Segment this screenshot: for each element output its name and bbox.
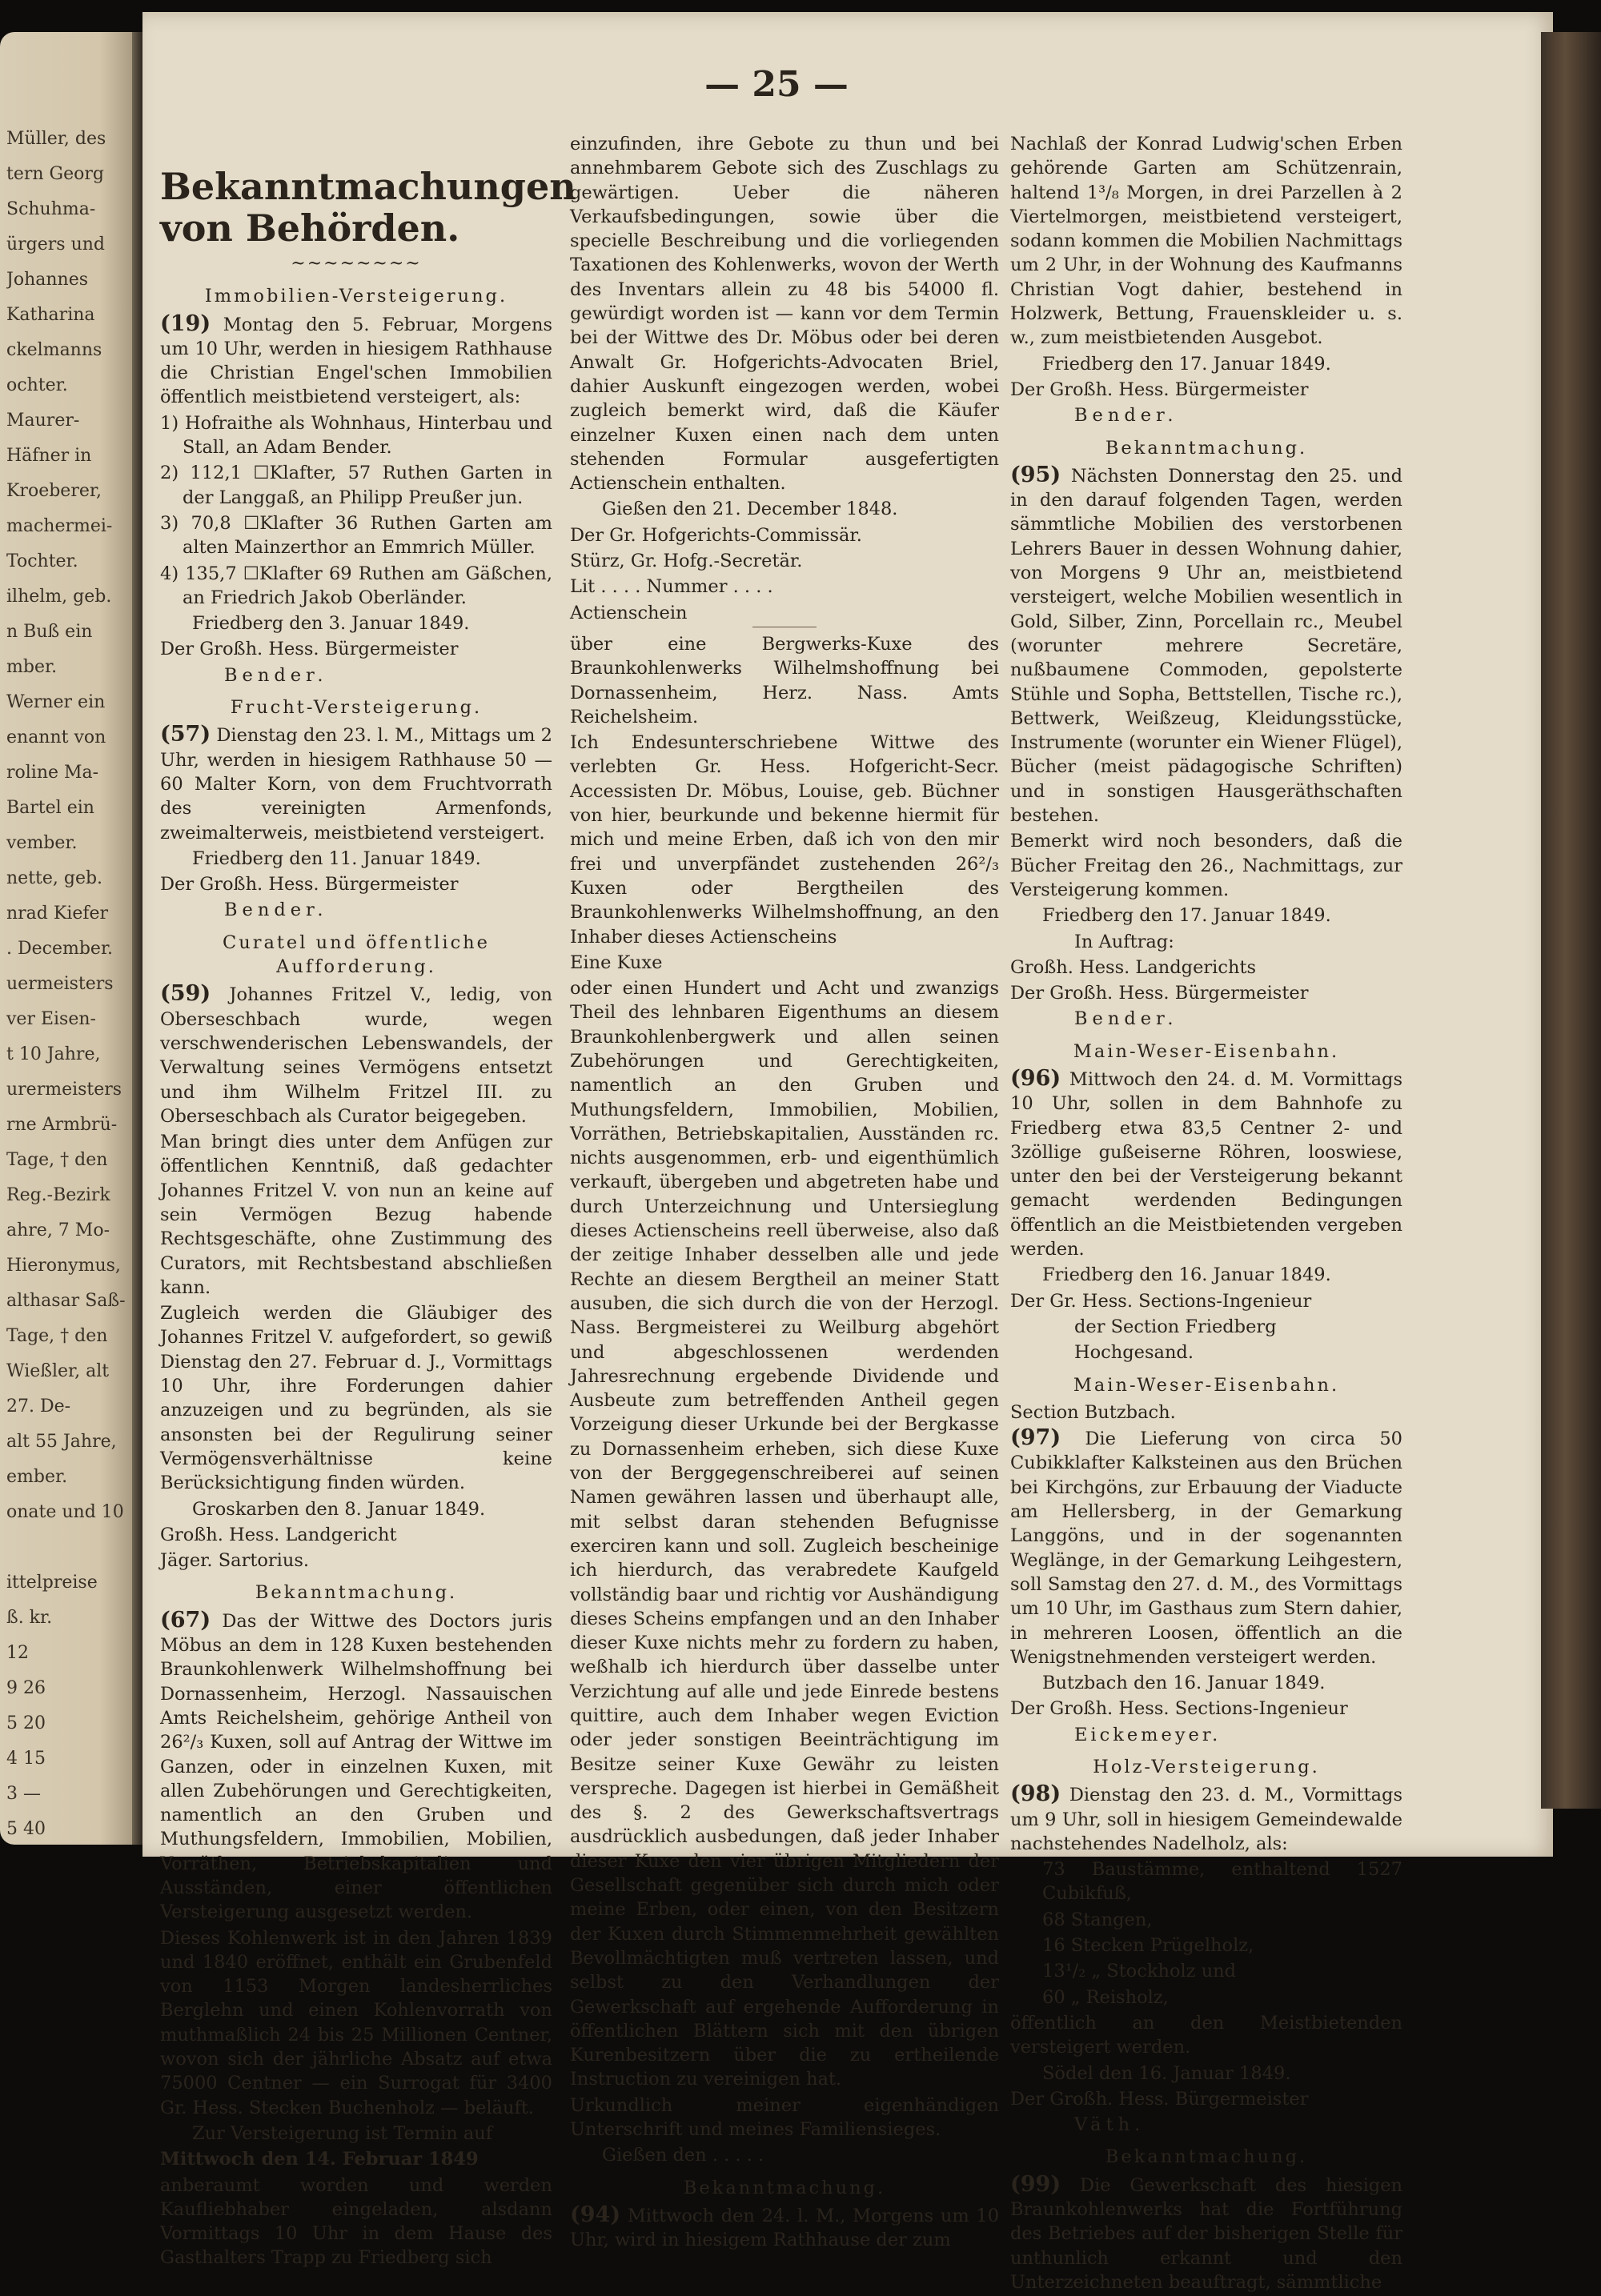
- place-date: Friedberg den 17. Januar 1849.: [1042, 905, 1331, 927]
- section-heading: Bekanntmachung.: [1105, 2146, 1308, 2168]
- paragraph: Dieses Kohlenwerk ist in den Jahren 1839 und 1840 eröffnet, enthält ein Grubenfeld von 1153 Morgen landesherrliches Berglehn und einen Kohlenvorrath von muthmaßlich 24 bis 25 Millionen Centner, wovon sich der jährliche Absatz auf etwa 75000 Centner — ein Surrogat für 3400 Gr. Hess. Stecken Buchenholz — beläuft.: [160, 1927, 552, 2118]
- column-1: [160, 156, 576, 2272]
- column-2: [570, 132, 999, 2254]
- notice-57: (57) Dienstag den 23. l. M., Mittags um 2 Uhr, werden in hiesigem Rathhause 50 — 60 Malter Korn, von dem Fruchtvorrath des vereinigten Armenfonds, zweimalterweis, meistbietend versteigert.: [160, 722, 552, 843]
- left-page-text-fragment: machermei-: [6, 516, 113, 536]
- notice-number: (59): [160, 981, 211, 1007]
- main-heading: Bekanntmachungen von Behörden.: [160, 165, 576, 250]
- place-date: Södel den 16. Januar 1849.: [1042, 2062, 1291, 2084]
- list-item: 3) 70,8 ☐Klafter 36 Ruthen Garten am alten Mainzerthor an Emmrich Müller.: [160, 512, 552, 559]
- left-page-text-fragment: mber.: [6, 657, 58, 677]
- left-page-text-fragment: vember.: [6, 833, 78, 853]
- page-number: — 25 —: [704, 64, 849, 105]
- ornament: ~~~~~~~~: [291, 254, 422, 274]
- notice-number: (95): [1010, 462, 1061, 487]
- notice-95: (95) Nächsten Donnerstag den 25. und in den darauf folgenden Tagen, werden sämmtliche Mobilien des verstorbenen Lehrers Bauer in dessen Wohnung dahier, von Morgens 9 Uhr an, meistbietend versteigert, welche Mobilien wesentlich in Gold, Silber, Zinn, Porcellain rc., Meubel (worunter mehrere Secretäre, nußbaumene Commoden, gepolsterte Stühle und Sopha, Bettstellen, Tische rc.), Bettwerk, Weißzeug, Kleidungsstücke, Instrumente (worunter ein Wiener Flügel), Bücher (meist pädagogische Schriften) und in sonstigen Hausgeräthschaften bestehen.: [1010, 462, 1402, 827]
- paragraph: öffentlich an den Meistbietenden versteigert werden.: [1010, 2012, 1402, 2058]
- paragraph: Zugleich werden die Gläubiger des Johannes Fritzel V. aufgefordert, so gewiß Dienstag den 27. Februar d. J., Vormittags 10 Uhr, ihre Forderungen dahier anzuzeigen und zu begründen, als sie ansonsten bei der Regulirung seiner Vermögensverhältnisse keine Berücksichtigung finden würden.: [160, 1303, 552, 1494]
- list-item: 68 Stangen,: [1042, 1909, 1153, 1930]
- signature: In Auftrag:: [1074, 931, 1174, 952]
- left-page-text-fragment: Tochter.: [6, 551, 78, 571]
- paragraph: anberaumt worden und werden Kaufliebhaber eingeladen, alsdann Vormittags 10 Uhr in dem Hause des Gasthalters Trapp zu Friedberg sich: [160, 2174, 552, 2269]
- signature: Der Gr. Hess. Sections-Ingenieur: [1010, 1290, 1312, 1312]
- signature-name: Jäger. Sartorius.: [160, 1550, 310, 1572]
- left-page-text-fragment: 27. De-: [6, 1396, 71, 1416]
- signature-name: Bender.: [224, 664, 328, 686]
- place-date: Friedberg den 3. Januar 1849.: [192, 613, 470, 635]
- wood-list: [1010, 1857, 1402, 2010]
- section-subheading: Section Butzbach.: [1010, 1401, 1176, 1423]
- paragraph: oder einen Hundert und Acht und zwanzigs Theil des lehnbaren Eigenthums an diesem Braunkohlenbergwerk und allen seinen Zubehörungen und Gerechtigkeiten, namentlich an den Gruben und Muthungsfeldern, Immobilien, Mobilien, Vorräthen, Betriebskapitalien, Ausständen rc. nichts ausgenommen, erb- und eigenthümlich verkauft, übergeben und abgetreten habe und durch Unterzeichnung und Untersieglung dieses Actienscheins reell überweise, also daß der zeitige Inhaber desselben alle und jede Rechte an diesem Bergtheil an meiner Statt ausuben, die sich durch die von der Herzogl. Nass. Bergmeisterei zu Weilburg abgehört und abgeschlossenen werdenden Jahresrechnung ergebende Dividende und Ausbeute zum betreffenden Antheil gegen Vorzeigung dieser Urkunde bei der Bergkasse zu Dornassenheim erheben, sich diese Kuxe von der Berggegenschreiberei auf seinen Namen gewähren lassen und überhaupt alle, mit selbst daran stehenden Befugnisse exerciren kann und soll. Zugleich bescheinige ich hierdurch, das verabredete Kaufgeld vollständig baar und richtig vor Aushändigung dieses Scheins empfangen und an den Inhaber dieser Kuxe nichts mehr zu fordern zu haben, weßhalb ich hierdurch über dasselbe unter Verzichtung auf alle und jede Einrede bestens quittire, auch dem Inhaber wegen Eviction oder jeder sonstigen Beeinträchtigung im Besitze seiner Kuxe Gewähr zu leisten verspreche. Dagegen ist hierbei in Gemäßheit des §. 2 des Gewerkschaftsvertrags ausdrücklich ausbedungen, daß jeder Inhaber dieser Kuxe den vier übrigen Mitgliedern der Gesellschaft gegenüber sich durch mich oder meine Erben, oder einen, von den Besitzern der Kuxen durch Stimmenmehrheit gewählten Bevollmächtigten muß vertreten lassen, und selbst zu den Verhandlungen der Gewerkschaft auf ergehende Aufforderung in öffentlichen Blättern sich mit den übrigen Kurenbesitzern über die zu ertheilende Instruction zu vereinigen hat.: [570, 978, 999, 2090]
- signature: Der Großh. Hess. Bürgermeister: [1010, 379, 1309, 400]
- left-page-text-fragment: n Buß ein: [6, 622, 93, 642]
- left-page-text-fragment: 4 15: [6, 1749, 46, 1769]
- signature-name: Hochgesand.: [1074, 1342, 1194, 1364]
- left-page-text-fragment: 5 40: [6, 1819, 46, 1839]
- left-page-text-fragment: rne Armbrü-: [6, 1115, 118, 1135]
- signature-name: Väth.: [1074, 2114, 1146, 2136]
- left-page-text-fragment: uermeisters: [6, 974, 114, 994]
- place-date: Butzbach den 16. Januar 1849.: [1042, 1673, 1326, 1694]
- left-page-text-fragment: ver Eisen-: [6, 1009, 96, 1029]
- notice-67: (67) Das der Wittwe des Doctors juris Möbus an dem in 128 Kuxen bestehenden Braunkohlenwerk Wilhelmshoffnung bei Dornassenheim, Herzogl. Nassauischen Amts Reichelsheim, gehörige Antheil von 26²/₃ Kuxen, soll auf Antrag der Wittwe im Ganzen, oder in einzelnen Kuxen, mit allen Zubehörungen und Gerechtigkeiten, namentlich an den Gruben und Muthungsfeldern, Immobilien, Mobilien, Vorräthen, Betriebskapitalien und Ausständen, einer öffentlichen Versteigerung ausgesetzt werden.: [160, 1607, 552, 1923]
- list-item: 16 Stecken Prügelholz,: [1042, 1935, 1254, 1957]
- lit-number: Lit . . . . Nummer . . . .: [570, 576, 773, 598]
- signature: Der Großh. Hess. Bürgermeister: [1010, 983, 1309, 1004]
- left-page-text-fragment: nrad Kiefer: [6, 904, 109, 924]
- signature: der Section Friedberg: [1074, 1316, 1277, 1337]
- auction-date: Mittwoch den 14. Februar 1849: [160, 2149, 479, 2170]
- section-heading: Frucht-Versteigerung.: [230, 697, 483, 719]
- left-page-text-fragment: ürgers und: [6, 234, 106, 254]
- notice-number: (67): [160, 1607, 211, 1633]
- notice-94: (94) Mittwoch den 24. l. M., Morgens um 10 Uhr, wird in hiesigem Rathhause der zum: [570, 2202, 1000, 2251]
- notice-number: (97): [1010, 1425, 1061, 1451]
- place-date: Friedberg den 17. Januar 1849.: [1042, 353, 1331, 375]
- notice-number: (99): [1010, 2171, 1061, 2197]
- paragraph: Man bringt dies unter dem Anfügen zur öffentlichen Kenntniß, daß gedachter Johannes Fritzel V. von nun an keine auf sein Vermögen Bezug habende Rechtsgeschäfte, ohne Zustimmung des Curators, mit Rechtsbestand abschließen kann.: [160, 1132, 552, 1298]
- list-item: 2) 112,1 ☐Klafter, 57 Ruthen Garten in der Langgaß, an Philipp Preußer jun.: [160, 463, 552, 508]
- left-page-fragment: [0, 32, 142, 1845]
- list-item: 13¹/₂ „ Stockholz und: [1042, 1961, 1237, 1982]
- left-page-text-fragment: Kroeberer,: [6, 481, 102, 501]
- column-3: [1010, 132, 1402, 2296]
- section-heading: Bekanntmachung.: [683, 2177, 886, 2198]
- left-page-text-fragment: enannt von: [6, 727, 106, 747]
- signature: Der Großh. Hess. Bürgermeister: [1010, 2088, 1309, 2110]
- left-page-text-fragment: tern Georg: [6, 164, 104, 184]
- left-page-text-fragment: ckelmanns: [6, 340, 102, 360]
- signature: Der Gr. Hofgerichts-Commissär.: [570, 524, 862, 546]
- paragraph: Ich Endesunterschriebene Wittwe des verlebten Gr. Hess. Hofgericht-Secr. Accessisten Dr. Möbus, Louise, geb. Büchner von hier, beurkunde und bekenne hiermit für mich und meine Erben, daß ich von den mir frei und unverpfändet zustehenden 26²/₃ Kuxen oder Bergtheilen des Braunkohlenwerks Wilhelmshoffnung, an den Inhaber dieses Actienscheins: [570, 732, 999, 948]
- signature-name: Stürz, Gr. Hofg.-Secretär.: [570, 551, 803, 572]
- left-page-text-fragment: Müller, des: [6, 129, 106, 149]
- left-page-text-fragment: 5 20: [6, 1713, 46, 1733]
- left-page-text-fragment: onate und 10: [6, 1502, 124, 1522]
- left-page-text-fragment: . December.: [6, 939, 114, 959]
- left-page-text-fragment: ittelpreise: [6, 1573, 98, 1593]
- notice-96: (96) Mittwoch den 24. d. M. Vormittags 10 Uhr, sollen in dem Bahnhofe zu Friedberg etwa 83,5 Centner 2- und 3zöllige gußeiserne Röhren, looswiese, unter den bei der Versteigerung bekannt gemacht werdenden Bedingungen öffentlich an die Meistbietenden vergeben werden.: [1010, 1065, 1402, 1260]
- left-page-text-fragment: Katharina: [6, 305, 95, 325]
- notice-number: (98): [1010, 1781, 1061, 1807]
- notice-number: (94): [570, 2202, 621, 2227]
- book-spine-edge: [1541, 32, 1601, 1809]
- signature-name: Bender.: [1074, 405, 1178, 427]
- notice-number: (57): [160, 722, 211, 747]
- paragraph: Urkundlich meiner eigenhändigen Unterschrift und meines Familiensieges.: [570, 2094, 999, 2141]
- signature: Großh. Hess. Landgerichts: [1010, 956, 1257, 978]
- list-item: 60 „ Reisholz,: [1042, 1986, 1169, 2008]
- left-page-text-fragment: Tage, † den: [6, 1150, 108, 1170]
- left-page-text-fragment: 3 —: [6, 1784, 41, 1804]
- left-page-text-fragment: Schuhma-: [6, 199, 96, 219]
- left-page-text-fragment: ember.: [6, 1467, 68, 1487]
- list-item: 73 Baustämme, enthaltend 1527 Cubikfuß,: [1042, 1859, 1402, 1905]
- left-page-text-fragment: urermeisters: [6, 1080, 122, 1100]
- notice-19: (19) Montag den 5. Februar, Morgens um 10 Uhr, werden in hiesigem Rathhause die Christian Engel'schen Immobilien öffentlich meistbietend versteigert, als:: [160, 311, 552, 408]
- section-heading: Bekanntmachung.: [255, 1582, 458, 1604]
- paragraph: Nachlaß der Konrad Ludwig'schen Erben gehörende Garten am Schützenrain, haltend 1³/₈ Morgen, in drei Parzellen à 2 Viertelmorgen, meistbietend versteigert, sodann kommen die Mobilien Nachmittags um 2 Uhr, in der Wohnung des Kaufmanns Christian Vogt dahier, bestehend in Holzwerk, Bettung, Frauenskleider u. s. w., zum meistbietenden Ausgebot.: [1010, 134, 1402, 349]
- left-page-text-fragment: ahre, 7 Mo-: [6, 1220, 110, 1240]
- left-page-text-fragment: Häfner in: [6, 446, 92, 466]
- left-page-text-fragment: ß. kr.: [6, 1608, 53, 1628]
- left-page-text-fragment: Reg.-Bezirk: [6, 1185, 110, 1205]
- left-page-text-fragment: Bartel ein: [6, 798, 94, 818]
- signature: Großh. Hess. Landgericht: [160, 1524, 397, 1545]
- paragraph: Zur Versteigerung ist Termin auf: [192, 2122, 493, 2144]
- left-page-text-fragment: Wießler, alt: [6, 1361, 110, 1381]
- kuxe-title: Eine Kuxe: [570, 952, 663, 973]
- left-page-text-fragment: althasar Saß-: [6, 1291, 126, 1311]
- property-list: [160, 411, 552, 610]
- left-page-text-fragment: 9 26: [6, 1678, 46, 1698]
- list-item: 1) Hofraithe als Wohnhaus, Hinterbau und Stall, an Adam Bender.: [160, 412, 552, 459]
- notice-number: (96): [1010, 1065, 1061, 1091]
- notice-99: (99) Die Gewerkschaft des hiesigen Braunkohlenwerks hat die Fortführung des Betriebes auf der bisherigen Stelle für unthunlich erkannt und den Unterzeichneten beauftragt, sämmtliche: [1010, 2171, 1402, 2293]
- section-heading: Main-Weser-Eisenbahn.: [1073, 1374, 1340, 1396]
- notice-98: (98) Dienstag den 23. d. M., Vormittags um 9 Uhr, soll in hiesigem Gemeindewalde nachstehendes Nadelholz, als:: [1010, 1781, 1403, 1854]
- section-heading: Main-Weser-Eisenbahn.: [1073, 1040, 1340, 1062]
- place-date: Friedberg den 16. Januar 1849.: [1042, 1264, 1331, 1286]
- place-date: Gießen den 21. December 1848.: [602, 499, 898, 520]
- left-page-text-fragment: Tage, † den: [6, 1326, 108, 1346]
- left-page-text-fragment: Werner ein: [6, 692, 106, 712]
- place-date: Gießen den . . . . .: [602, 2145, 764, 2166]
- paragraph: über eine Bergwerks-Kuxe des Braunkohlenwerks Wilhelmshoffnung bei Dornassenheim, Herz. Nass. Amts Reichelsheim.: [570, 633, 999, 727]
- actienschein-title: Actienschein: [570, 602, 688, 623]
- signature: Der Großh. Hess. Sections-Ingenieur: [1010, 1698, 1348, 1720]
- list-item: 4) 135,7 ☐Klafter 69 Ruthen am Gäßchen, an Friedrich Jakob Oberländer.: [160, 563, 552, 608]
- left-page-text-fragment: nette, geb.: [6, 868, 103, 888]
- signature-name: Bender.: [224, 900, 328, 921]
- notice-number: (19): [160, 311, 211, 336]
- left-page-text-fragment: ilhelm, geb.: [6, 587, 112, 607]
- left-page-text-fragment: Maurer-: [6, 411, 80, 431]
- left-page-text-fragment: 12: [6, 1643, 29, 1663]
- left-page-text-fragment: alt 55 Jahre,: [6, 1432, 117, 1452]
- signature: Der Großh. Hess. Bürgermeister: [160, 639, 459, 660]
- left-page-text-fragment: Johannes: [6, 270, 88, 290]
- notice-59: (59) Johannes Fritzel V., ledig, von Oberseschbach wurde, wegen verschwenderischen Lebenswandels, der Verwaltung seines Vermögens entsetzt und ihm Wilhelm Fritzel III. zu Oberseschbach als Curator beigegeben.: [160, 981, 552, 1127]
- section-heading: Bekanntmachung.: [1105, 437, 1308, 459]
- section-heading: Immobilien-Versteigerung.: [204, 286, 508, 307]
- left-page-text-fragment: t 10 Jahre,: [6, 1044, 101, 1064]
- paragraph: Bemerkt wird noch besonders, daß die Bücher Freitag den 26., Nachmittags, zur Versteigerung kommen.: [1010, 831, 1402, 900]
- section-heading: Holz-Versteigerung.: [1093, 1757, 1320, 1777]
- paragraph: einzufinden, ihre Gebote zu thun und bei annehmbarem Gebote sich des Zuschlags zu gewärtigen. Ueber die näheren Verkaufsbedingungen, sowie über die specielle Beschreibung und die vorliegenden Taxationen des Kohlenwerks, wovon der Werth des Inventars allein zu 48 bis 54000 fl. gewürdigt worden ist — kann vor dem Termin bei der Wittwe des Dr. Möbus oder bei deren Anwalt Gr. Hofgerichts-Advocaten Briel, dahier Auskunft eingezogen werden, wobei zugleich bemerkt wird, daß die Käufer einzelner Kuxen einen nach dem unten stehenden Formular ausgefertigten Actienschein enthalten.: [570, 134, 999, 495]
- signature: Der Großh. Hess. Bürgermeister: [160, 874, 459, 896]
- left-page-text-fragment: roline Ma-: [6, 763, 99, 783]
- place-date: Friedberg den 11. Januar 1849.: [192, 847, 481, 869]
- section-heading: Curatel und öffentliche Aufforderung.: [223, 932, 490, 978]
- place-date: Groskarben den 8. Januar 1849.: [192, 1498, 486, 1520]
- signature-name: Eickemeyer.: [1074, 1724, 1222, 1745]
- left-page-text-fragment: ochter.: [6, 375, 68, 395]
- signature-name: Bender.: [1074, 1008, 1178, 1030]
- notice-97: (97) Die Lieferung von circa 50 Cubikklafter Kalksteinen aus den Brüchen bei Kirchgöns, zur Erbauung der Viaducte am Hellersberg, in der Gemarkung Langgöns, und in der sogenannten Weglänge, in der Gemarkung Leihgestern, soll Samstag den 27. d. M., des Vormittags um 10 Uhr, im Gasthaus zum Stern dahier, in mehreren Loosen, öffentlich an die Wenigstnehmenden versteigert werden.: [1010, 1425, 1403, 1668]
- left-page-text-fragment: Hieronymus,: [6, 1256, 121, 1276]
